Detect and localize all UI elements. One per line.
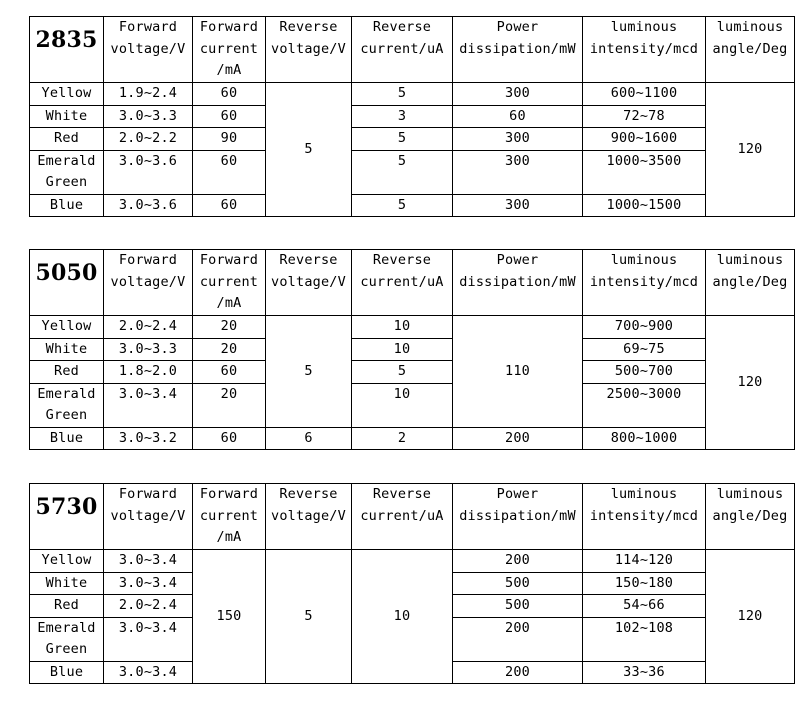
forward-voltage-value: 3.0~3.4 bbox=[104, 661, 193, 684]
luminous-intensity-value: 114~120 bbox=[583, 550, 706, 573]
luminous-intensity-value: 33~36 bbox=[583, 661, 706, 684]
header-luminous-intensity: luminous intensity/mcd bbox=[583, 17, 706, 83]
header-reverse-voltage: Reverse voltage/V bbox=[266, 250, 352, 316]
reverse-current-value: 5 bbox=[352, 194, 453, 217]
table-row bbox=[30, 128, 795, 151]
reverse-current-value: 10 bbox=[352, 338, 453, 361]
reverse-voltage-value: 5 bbox=[266, 316, 352, 428]
reverse-current-value: 10 bbox=[352, 383, 453, 427]
luminous-intensity-value: 600~1100 bbox=[583, 83, 706, 106]
header-power-dissipation: Power dissipation/mW bbox=[453, 484, 583, 550]
power-dissipation-value: 300 bbox=[453, 150, 583, 194]
power-dissipation-value: 200 bbox=[453, 617, 583, 661]
table-row bbox=[30, 83, 795, 106]
reverse-current-value: 5 bbox=[352, 128, 453, 151]
forward-voltage-value: 3.0~3.2 bbox=[104, 427, 193, 450]
color-name: Blue bbox=[30, 661, 104, 684]
forward-current-value: 150 bbox=[193, 550, 266, 684]
header-row bbox=[30, 17, 795, 83]
header-reverse-current: Reverse current/uA bbox=[352, 250, 453, 316]
reverse-current-value: 10 bbox=[352, 550, 453, 684]
forward-current-value: 60 bbox=[193, 150, 266, 194]
power-dissipation-value: 500 bbox=[453, 595, 583, 618]
spec-table-2835 bbox=[29, 16, 795, 217]
color-name: Emerald Green bbox=[30, 383, 104, 427]
power-dissipation-value: 110 bbox=[453, 316, 583, 428]
header-forward-voltage: Forward voltage/V bbox=[104, 250, 193, 316]
header-luminous-intensity: luminous intensity/mcd bbox=[583, 250, 706, 316]
table-row bbox=[30, 316, 795, 339]
forward-current-value: 20 bbox=[193, 338, 266, 361]
header-reverse-current: Reverse current/uA bbox=[352, 17, 453, 83]
model-number: 5050 bbox=[30, 250, 104, 316]
table-row bbox=[30, 194, 795, 217]
forward-voltage-value: 2.0~2.4 bbox=[104, 316, 193, 339]
forward-voltage-value: 2.0~2.2 bbox=[104, 128, 193, 151]
luminous-intensity-value: 500~700 bbox=[583, 361, 706, 384]
luminous-intensity-value: 72~78 bbox=[583, 105, 706, 128]
reverse-voltage-value: 5 bbox=[266, 550, 352, 684]
forward-voltage-value: 3.0~3.3 bbox=[104, 105, 193, 128]
reverse-current-value: 3 bbox=[352, 105, 453, 128]
reverse-voltage-value: 5 bbox=[266, 83, 352, 217]
color-name: White bbox=[30, 338, 104, 361]
luminous-intensity-value: 102~108 bbox=[583, 617, 706, 661]
luminous-intensity-value: 150~180 bbox=[583, 572, 706, 595]
reverse-current-value: 5 bbox=[352, 361, 453, 384]
spec-table-5730 bbox=[29, 483, 795, 684]
table-row bbox=[30, 361, 795, 384]
forward-voltage-value: 3.0~3.3 bbox=[104, 338, 193, 361]
luminous-angle-value: 120 bbox=[706, 550, 795, 684]
color-name: Yellow bbox=[30, 83, 104, 106]
forward-current-value: 20 bbox=[193, 316, 266, 339]
forward-current-value: 20 bbox=[193, 383, 266, 427]
reverse-current-value: 5 bbox=[352, 150, 453, 194]
table-row bbox=[30, 427, 795, 450]
color-name: White bbox=[30, 572, 104, 595]
power-dissipation-value: 200 bbox=[453, 427, 583, 450]
color-name: Emerald Green bbox=[30, 617, 104, 661]
luminous-intensity-value: 2500~3000 bbox=[583, 383, 706, 427]
power-dissipation-value: 300 bbox=[453, 128, 583, 151]
color-name: Blue bbox=[30, 194, 104, 217]
header-power-dissipation: Power dissipation/mW bbox=[453, 17, 583, 83]
reverse-current-value: 5 bbox=[352, 83, 453, 106]
color-name: Red bbox=[30, 595, 104, 618]
reverse-current-value: 10 bbox=[352, 316, 453, 339]
reverse-voltage-value: 6 bbox=[266, 427, 352, 450]
forward-current-value: 60 bbox=[193, 361, 266, 384]
color-name: Yellow bbox=[30, 550, 104, 573]
table-row bbox=[30, 150, 795, 194]
model-number: 5730 bbox=[30, 484, 104, 550]
model-number: 2835 bbox=[30, 17, 104, 83]
header-row bbox=[30, 484, 795, 550]
color-name: Red bbox=[30, 361, 104, 384]
forward-voltage-value: 1.9~2.4 bbox=[104, 83, 193, 106]
forward-voltage-value: 3.0~3.6 bbox=[104, 194, 193, 217]
forward-voltage-value: 3.0~3.4 bbox=[104, 617, 193, 661]
table-row bbox=[30, 550, 795, 573]
header-luminous-intensity: luminous intensity/mcd bbox=[583, 484, 706, 550]
luminous-intensity-value: 1000~3500 bbox=[583, 150, 706, 194]
power-dissipation-value: 300 bbox=[453, 83, 583, 106]
forward-voltage-value: 1.8~2.0 bbox=[104, 361, 193, 384]
forward-voltage-value: 3.0~3.4 bbox=[104, 572, 193, 595]
forward-voltage-value: 2.0~2.4 bbox=[104, 595, 193, 618]
forward-current-value: 60 bbox=[193, 427, 266, 450]
forward-current-value: 60 bbox=[193, 194, 266, 217]
table-row bbox=[30, 383, 795, 427]
table-row bbox=[30, 105, 795, 128]
header-reverse-voltage: Reverse voltage/V bbox=[266, 484, 352, 550]
header-row bbox=[30, 250, 795, 316]
header-reverse-current: Reverse current/uA bbox=[352, 484, 453, 550]
power-dissipation-value: 200 bbox=[453, 550, 583, 573]
header-reverse-voltage: Reverse voltage/V bbox=[266, 17, 352, 83]
header-luminous-angle: luminous angle/Deg bbox=[706, 250, 795, 316]
luminous-intensity-value: 69~75 bbox=[583, 338, 706, 361]
luminous-intensity-value: 1000~1500 bbox=[583, 194, 706, 217]
forward-current-value: 90 bbox=[193, 128, 266, 151]
header-forward-current: Forward current /mA bbox=[193, 250, 266, 316]
table-row bbox=[30, 338, 795, 361]
color-name: Red bbox=[30, 128, 104, 151]
power-dissipation-value: 500 bbox=[453, 572, 583, 595]
forward-current-value: 60 bbox=[193, 105, 266, 128]
color-name: Emerald Green bbox=[30, 150, 104, 194]
header-luminous-angle: luminous angle/Deg bbox=[706, 484, 795, 550]
power-dissipation-value: 60 bbox=[453, 105, 583, 128]
reverse-current-value: 2 bbox=[352, 427, 453, 450]
luminous-intensity-value: 54~66 bbox=[583, 595, 706, 618]
forward-voltage-value: 3.0~3.6 bbox=[104, 150, 193, 194]
luminous-intensity-value: 700~900 bbox=[583, 316, 706, 339]
luminous-intensity-value: 800~1000 bbox=[583, 427, 706, 450]
forward-voltage-value: 3.0~3.4 bbox=[104, 550, 193, 573]
header-luminous-angle: luminous angle/Deg bbox=[706, 17, 795, 83]
luminous-angle-value: 120 bbox=[706, 83, 795, 217]
spec-table-5050 bbox=[29, 249, 795, 450]
header-forward-current: Forward current /mA bbox=[193, 17, 266, 83]
luminous-intensity-value: 900~1600 bbox=[583, 128, 706, 151]
power-dissipation-value: 200 bbox=[453, 661, 583, 684]
header-power-dissipation: Power dissipation/mW bbox=[453, 250, 583, 316]
color-name: White bbox=[30, 105, 104, 128]
forward-current-value: 60 bbox=[193, 83, 266, 106]
header-forward-current: Forward current /mA bbox=[193, 484, 266, 550]
header-forward-voltage: Forward voltage/V bbox=[104, 17, 193, 83]
color-name: Blue bbox=[30, 427, 104, 450]
forward-voltage-value: 3.0~3.4 bbox=[104, 383, 193, 427]
power-dissipation-value: 300 bbox=[453, 194, 583, 217]
header-forward-voltage: Forward voltage/V bbox=[104, 484, 193, 550]
color-name: Yellow bbox=[30, 316, 104, 339]
luminous-angle-value: 120 bbox=[706, 316, 795, 450]
